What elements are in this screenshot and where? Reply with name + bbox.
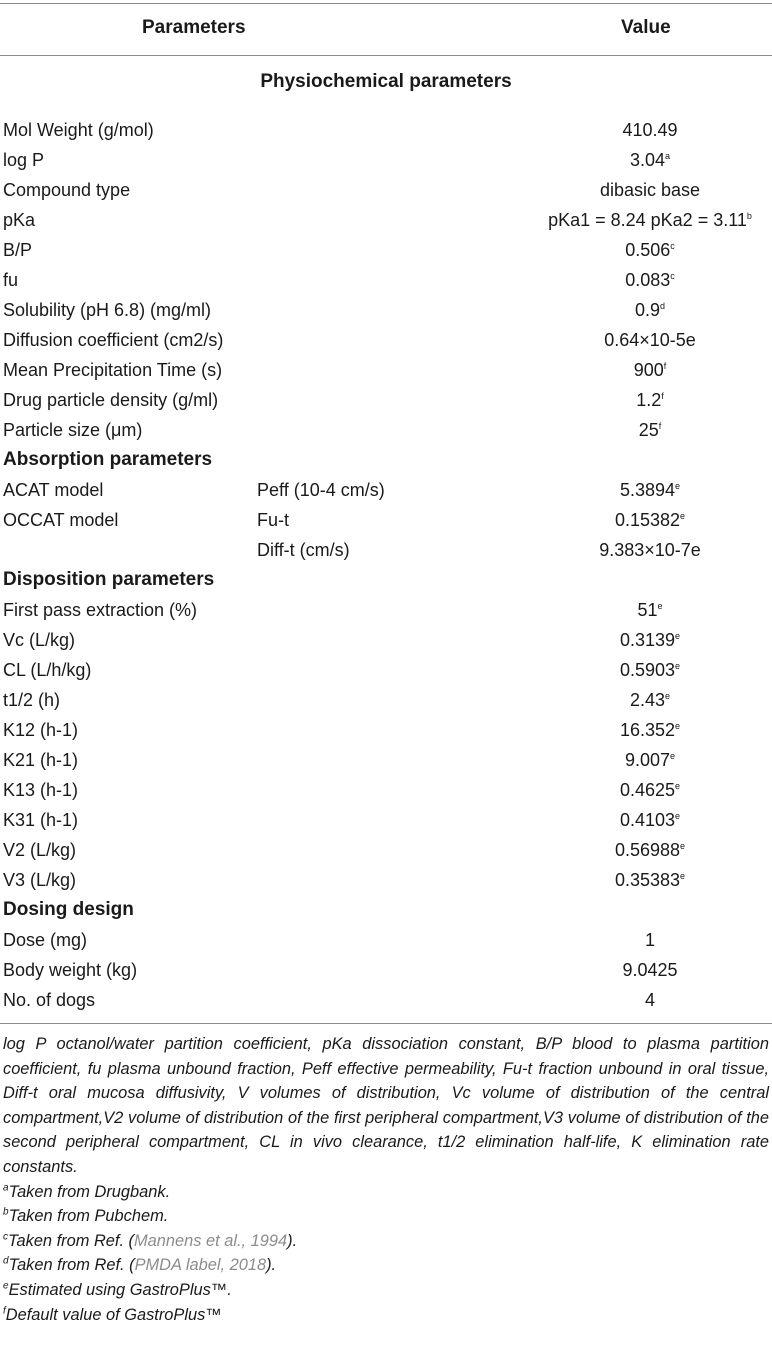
parameter-name: OCCAT model xyxy=(3,510,119,530)
table-row xyxy=(0,835,772,865)
table-row xyxy=(0,385,772,415)
parameter-value: 2.43e xyxy=(629,690,671,710)
top-rule xyxy=(0,3,772,4)
footnote-marker: e xyxy=(665,691,671,701)
parameter-name: Dose (mg) xyxy=(3,930,88,950)
parameter-value: 0.64×10-5e xyxy=(604,330,696,350)
parameter-sub: Fu-t xyxy=(257,510,290,530)
parameter-value: 0.4103e xyxy=(619,810,681,830)
parameter-value: 0.15382e xyxy=(614,510,686,530)
footnote-marker: e xyxy=(680,511,686,521)
parameter-value: 16.352e xyxy=(619,720,681,740)
table-row xyxy=(0,175,772,205)
footnote-c: $^c$Taken from Ref. (Mannens et al., 1994). xyxy=(3,1231,298,1250)
parameter-name: Body weight (kg) xyxy=(3,960,138,980)
footnote-marker: f xyxy=(661,391,664,401)
parameter-value: 25$^f$ xyxy=(638,420,662,440)
footnote-marker: e xyxy=(680,871,686,881)
footnotes xyxy=(3,1032,769,1327)
table-row xyxy=(0,805,772,835)
parameter-value: 0.3139e xyxy=(619,630,681,650)
group-row xyxy=(0,895,772,925)
parameter-value: 0.56988e xyxy=(614,840,686,860)
parameter-value: dibasic base xyxy=(599,180,701,200)
footnote-marker: c xyxy=(670,271,675,281)
parameter-name: Mol Weight (g/mol) xyxy=(3,120,154,140)
section-physiochemical: Physiochemical parameters xyxy=(260,71,512,92)
table-row xyxy=(0,505,772,535)
table-row xyxy=(0,235,772,265)
footnote-marker: d xyxy=(660,301,666,311)
parameter-value: 0.35383e xyxy=(614,870,686,890)
table-row xyxy=(0,955,772,985)
parameter-value: 51e xyxy=(637,600,663,620)
parameter-name: Vc (L/kg) xyxy=(3,630,76,650)
parameter-value: 5.3894e xyxy=(619,480,681,500)
parameter-name: Dosing design xyxy=(3,899,134,920)
reference-link-pmda[interactable]: PMDA label, 2018 xyxy=(134,1256,267,1275)
header-value: Value xyxy=(621,17,671,38)
parameter-name: K12 (h-1) xyxy=(3,720,79,740)
parameter-value: 900$^f$ xyxy=(633,360,667,380)
parameter-sub: Diff-t (cm/s) xyxy=(257,540,350,560)
parameter-name: fu xyxy=(3,270,19,290)
parameter-value: 4 xyxy=(644,990,655,1010)
parameter-value: 9.007e xyxy=(624,750,676,770)
footnote-marker: e xyxy=(657,601,663,611)
parameter-name: Disposition parameters xyxy=(3,569,215,590)
table-row xyxy=(0,655,772,685)
footnote-f: $^f$Default value of GastroPlus™ xyxy=(3,1305,222,1324)
parameter-name: log P xyxy=(3,150,45,170)
parameter-name: No. of dogs xyxy=(3,990,96,1010)
footnote-marker: e xyxy=(675,481,681,491)
table-row xyxy=(0,925,772,955)
table-row xyxy=(0,295,772,325)
table-row xyxy=(0,865,772,895)
parameter-name: V3 (L/kg) xyxy=(3,870,77,890)
parameter-name: Diffusion coefficient (cm2/s) xyxy=(3,330,224,350)
parameter-name: Particle size (μm) xyxy=(3,420,143,440)
table-row xyxy=(0,355,772,385)
parameter-name: Drug particle density (g/ml) xyxy=(3,390,219,410)
table-row xyxy=(0,745,772,775)
parameter-name: K31 (h-1) xyxy=(3,810,79,830)
parameter-value: 0.506$^c$ xyxy=(625,240,675,260)
group-row xyxy=(0,445,772,475)
footnote-marker: b xyxy=(746,211,752,221)
header-rule xyxy=(0,55,772,56)
table-row xyxy=(0,685,772,715)
parameter-sub: Peff (10-4 cm/s) xyxy=(257,480,385,500)
parameter-name: V2 (L/kg) xyxy=(3,840,77,860)
footnote-marker: e xyxy=(675,631,681,641)
table-row xyxy=(0,625,772,655)
footnote-marker: a xyxy=(665,151,671,161)
table-row xyxy=(0,205,772,235)
table-row xyxy=(0,775,772,805)
table-row xyxy=(0,595,772,625)
parameter-name: pKa xyxy=(3,210,36,230)
table-row xyxy=(0,985,772,1015)
parameter-value: 410.49 xyxy=(622,120,678,140)
footnote-marker: e xyxy=(675,721,681,731)
parameter-name: K13 (h-1) xyxy=(3,780,79,800)
footnote-e: $^e$Estimated using GastroPlus™. xyxy=(3,1280,232,1299)
footnote-d: $^d$Taken from Ref. (PMDA label, 2018). xyxy=(3,1255,277,1275)
parameter-name: ACAT model xyxy=(3,480,104,500)
footnote-marker: e xyxy=(680,841,686,851)
parameter-value: 9.383×10-7e xyxy=(599,540,701,560)
parameter-value: 0.5903e xyxy=(619,660,681,680)
table-row xyxy=(0,475,772,505)
parameter-value: 1.2$^f$ xyxy=(636,390,664,410)
parameter-name: B/P xyxy=(3,240,33,260)
footnote-b: $^b$Taken from Pubchem. xyxy=(3,1206,169,1226)
parameter-value: 9.0425 xyxy=(622,960,678,980)
parameter-name: First pass extraction (%) xyxy=(3,600,198,620)
parameter-value: 0.083$^c$ xyxy=(625,270,675,290)
parameter-value: 1 xyxy=(644,930,655,950)
parameter-value: 0.4625e xyxy=(619,780,681,800)
footnote-marker: e xyxy=(675,781,681,791)
abbreviations-note: log P octanol/water partition coefficient, pKa dissociation constant, B/P blood to plasma partition coefficient, fu plasma unbound fraction, Peff effective permeability, Fu-t fraction unbound in oral tissue, Diff-t oral mucosa diffusivity, V volumes of distribution, Vc volume of distribution of the central compartment,V2 volume of distribution of the first peripheral compartment,V3 volume of distribution of the second peripheral compartment, CL in vivo clearance, t1/2 elimination half-life, K elimination rate constants. xyxy=(3,1035,769,1176)
table-row xyxy=(0,145,772,175)
parameter-name: Compound type xyxy=(3,180,131,200)
parameter-value: 3.04$^a$ xyxy=(629,150,671,170)
footnote-marker: e xyxy=(670,751,676,761)
footnote-marker: c xyxy=(670,241,675,251)
footnote-marker: e xyxy=(675,811,681,821)
table-row xyxy=(0,265,772,295)
table-row xyxy=(0,715,772,745)
table-row xyxy=(0,325,772,355)
table-row xyxy=(0,415,772,445)
bottom-rule xyxy=(0,1023,772,1024)
reference-link-mannens[interactable]: Mannens et al., 1994 xyxy=(134,1231,288,1250)
parameter-value: pKa1 = 8.24 pKa2 = 3.11$^b$ xyxy=(548,210,752,230)
parameter-name: K21 (h-1) xyxy=(3,750,79,770)
parameter-name: CL (L/h/kg) xyxy=(3,660,92,680)
parameter-name: t1/2 (h) xyxy=(3,690,61,710)
footnote-a: $^a$Taken from Drugbank. xyxy=(3,1182,171,1201)
footnote-marker: f xyxy=(663,361,667,371)
table-row xyxy=(0,115,772,145)
table-row xyxy=(0,535,772,565)
footnote-marker: e xyxy=(675,661,681,671)
parameter-name: Mean Precipitation Time (s) xyxy=(3,360,223,380)
group-row xyxy=(0,565,772,595)
parameter-name: Absorption parameters xyxy=(3,449,213,470)
parameter-name: Solubility (pH 6.8) (mg/ml) xyxy=(3,300,212,320)
footnote-marker: f xyxy=(658,421,662,431)
parameter-value: 0.9$^d$ xyxy=(634,300,666,320)
header-parameters: Parameters xyxy=(142,17,246,38)
